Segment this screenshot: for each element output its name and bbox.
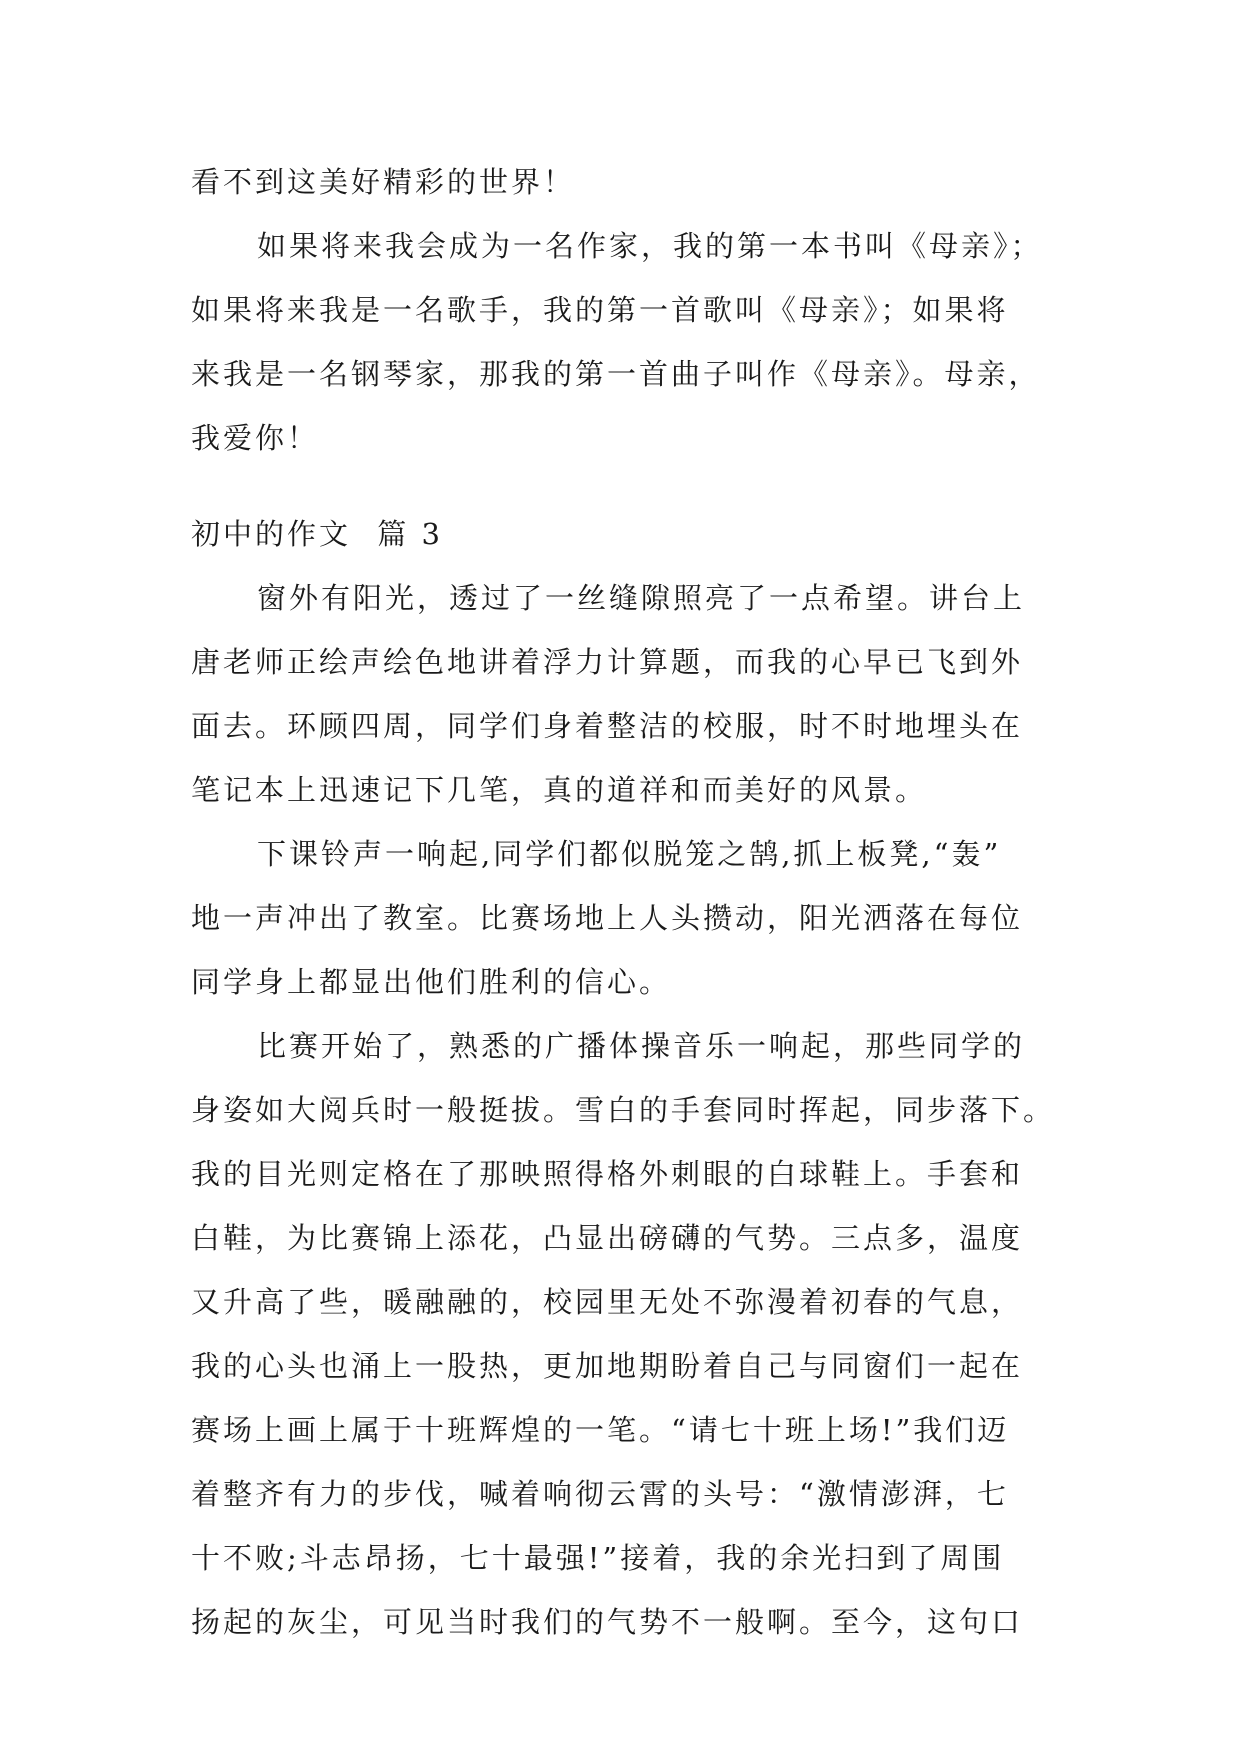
- text-line: 身姿如大阅兵时一般挺拔。雪白的手套同时挥起，同步落下。: [191, 1093, 1056, 1127]
- essay-body: [191, 566, 1056, 1654]
- text-line: 扬起的灰尘，可见当时我们的气势不一般啊。至今，这句口: [191, 1605, 1024, 1639]
- paragraph-start-line: 比赛开始了，熟悉的广播体操音乐一响起，那些同学的: [257, 1029, 1026, 1063]
- text-line: 着整齐有力的步伐，喊着响彻云霄的头号：“激情澎湃，七: [191, 1477, 1009, 1511]
- text-line: 我的心头也涌上一股热，更加地期盼着自己与同窗们一起在: [191, 1349, 1024, 1383]
- essay-number: 篇 3: [377, 517, 443, 551]
- text-line: 面去。环顾四周，同学们身着整洁的校服，时不时地埋头在: [191, 709, 1024, 743]
- paragraph-group-mother: [191, 150, 1053, 470]
- text-line: 赛场上画上属于十班辉煌的一笔。“请七十班上场!”我们迈: [191, 1413, 1010, 1447]
- text-line: 又升高了些，暖融融的，校园里无处不弥漫着初春的气息，: [191, 1285, 1024, 1319]
- text-line: 地一声冲出了教室。比赛场地上人头攒动，阳光洒落在每位: [191, 901, 1024, 935]
- text-line: 笔记本上迅速记下几笔，真的道祥和而美好的风景。: [191, 773, 928, 807]
- text-line: 同学身上都显出他们胜利的信心。: [191, 965, 672, 999]
- paragraph-start-line: 下课铃声一响起,同学们都似脱笼之鹄,抓上板凳,“轰”: [257, 837, 1002, 871]
- paragraph-start-line: 窗外有阳光，透过了一丝缝隙照亮了一点希望。讲台上: [257, 581, 1026, 615]
- text-line: 看不到这美好精彩的世界！: [191, 165, 576, 199]
- essay-heading: [191, 502, 443, 566]
- text-line: 来我是一名钢琴家，那我的第一首曲子叫作《母亲》。母亲，: [191, 357, 1041, 391]
- text-line: 唐老师正绘声绘色地讲着浮力计算题，而我的心早已飞到外: [191, 645, 1024, 679]
- paragraph-start-line: 如果将来我会成为一名作家，我的第一本书叫《母亲》；: [257, 229, 1043, 263]
- essay-title: 初中的作文: [191, 517, 352, 551]
- text-line: 十不败;斗志昂扬，七十最强!”接着，我的余光扫到了周围: [191, 1541, 1005, 1575]
- text-line: 白鞋，为比赛锦上添花，凸显出磅礴的气势。三点多，温度: [191, 1221, 1024, 1255]
- text-line: 我爱你！: [191, 421, 320, 455]
- text-line: 如果将来我是一名歌手，我的第一首歌叫《母亲》；如果将: [191, 293, 1009, 327]
- text-line: 我的目光则定格在了那映照得格外刺眼的白球鞋上。手套和: [191, 1157, 1024, 1191]
